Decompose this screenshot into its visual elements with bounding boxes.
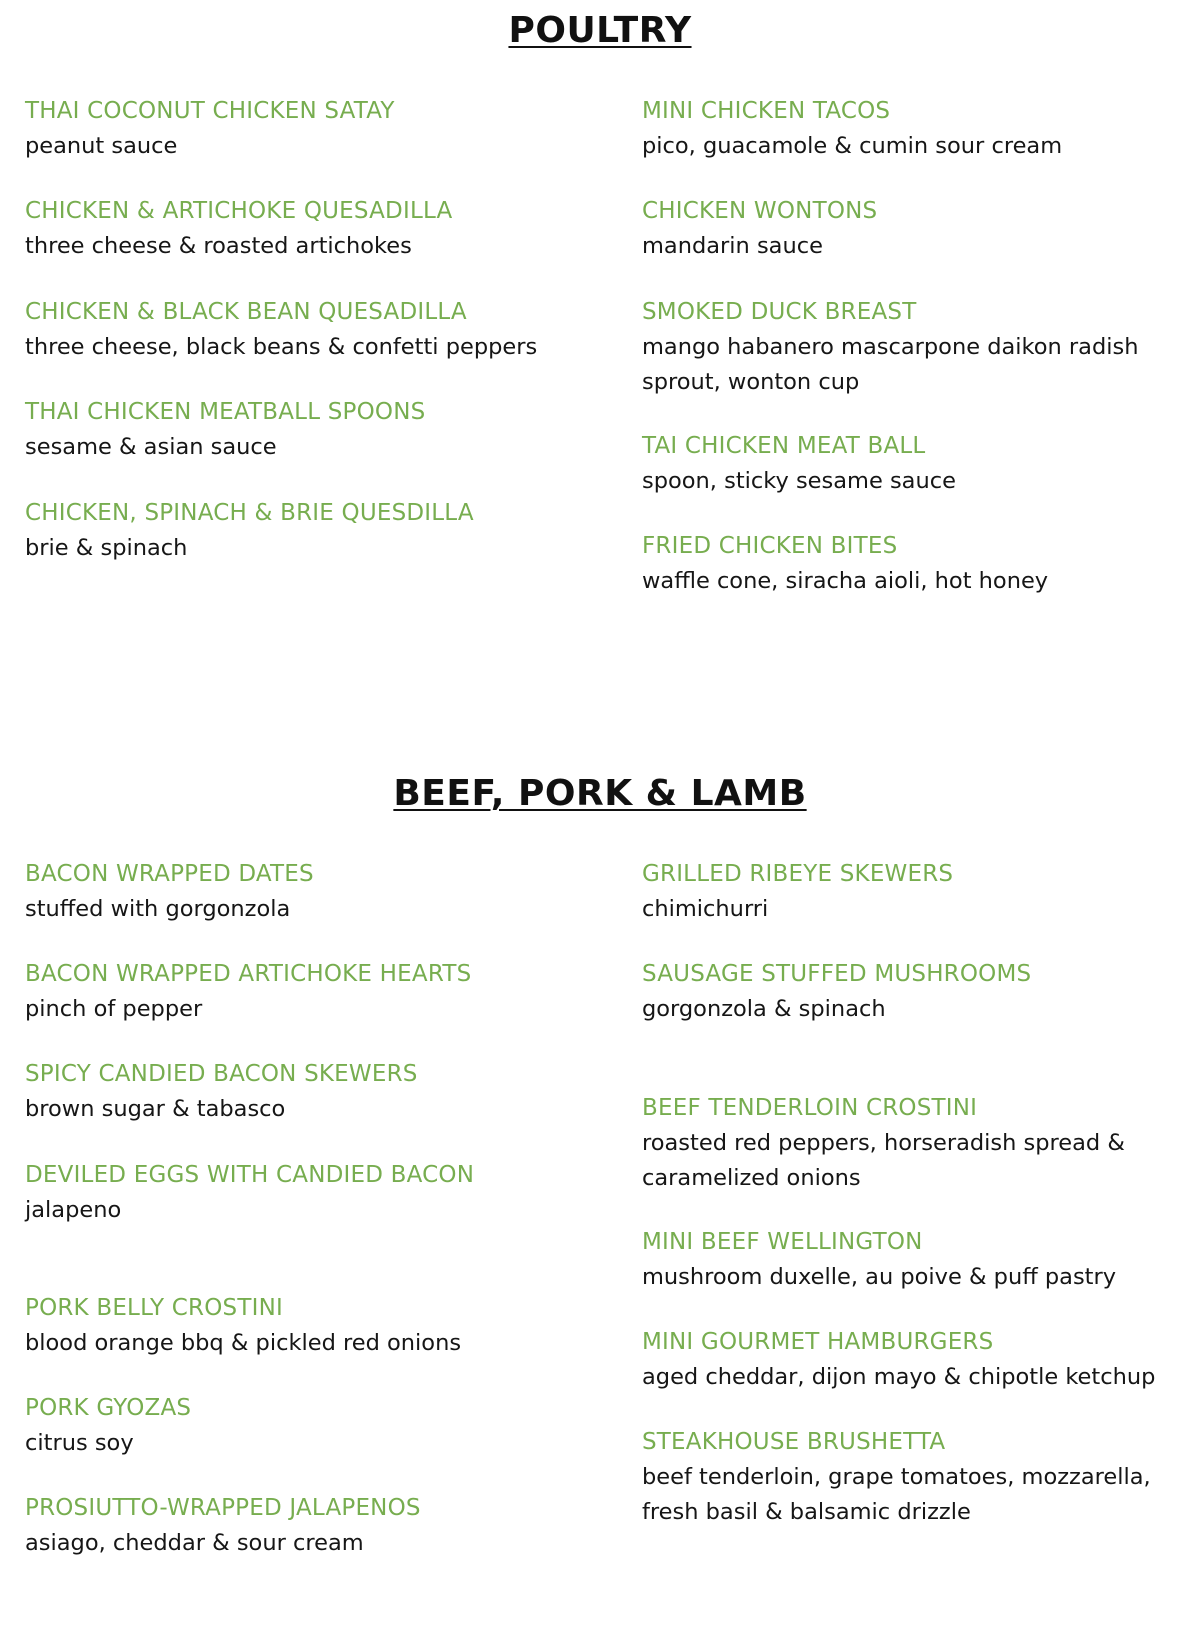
menu-item-name: GRILLED RIBEYE SKEWERS xyxy=(642,861,954,887)
menu-item-name: SAUSAGE STUFFED MUSHROOMS xyxy=(642,961,1032,987)
menu-item-name: TAI CHICKEN MEAT BALL xyxy=(642,433,926,459)
menu-item-name: BACON WRAPPED DATES xyxy=(25,861,314,887)
menu-item-description: three cheese & roasted artichokes xyxy=(25,233,412,259)
menu-item xyxy=(25,496,585,566)
menu-item xyxy=(642,957,1200,1027)
menu-item-description: citrus soy xyxy=(25,1430,134,1456)
menu-item xyxy=(25,395,585,465)
menu-item-description: jalapeno xyxy=(25,1197,122,1223)
menu-item-description: stuffed with gorgonzola xyxy=(25,896,291,922)
menu-item-name: BACON WRAPPED ARTICHOKE HEARTS xyxy=(25,961,472,987)
menu-item xyxy=(642,1225,1200,1295)
menu-item-description: peanut sauce xyxy=(25,133,178,159)
menu-item-name: FRIED CHICKEN BITES xyxy=(642,533,898,559)
menu-item-description: brie & spinach xyxy=(25,535,188,561)
menu-item-name: MINI GOURMET HAMBURGERS xyxy=(642,1329,994,1355)
menu-item-name: DEVILED EGGS WITH CANDIED BACON xyxy=(25,1162,475,1188)
menu-item xyxy=(25,857,585,927)
menu-item-name: CHICKEN & BLACK BEAN QUESADILLA xyxy=(25,299,467,325)
menu-item-description: mango habanero mascarpone daikon radish sprout, wonton cup xyxy=(642,334,1139,395)
menu-item-description: aged cheddar, dijon mayo & chipotle ketchup xyxy=(642,1364,1156,1390)
menu-item-name: CHICKEN, SPINACH & BRIE QUESDILLA xyxy=(25,500,474,526)
menu-item-description: mandarin sauce xyxy=(642,233,823,259)
menu-item-description: roasted red peppers, horseradish spread & caramelized onions xyxy=(642,1130,1125,1191)
menu-item-name: MINI BEEF WELLINGTON xyxy=(642,1229,923,1255)
menu-item-description: pico, guacamole & cumin sour cream xyxy=(642,133,1063,159)
menu-item xyxy=(642,94,1200,164)
menu-item-description: mushroom duxelle, au poive & puff pastry xyxy=(642,1264,1117,1290)
menu-item-name: THAI CHICKEN MEATBALL SPOONS xyxy=(25,399,426,425)
menu-item xyxy=(25,194,585,264)
menu-item-description: blood orange bbq & pickled red onions xyxy=(25,1330,462,1356)
menu-item-name: SPICY CANDIED BACON SKEWERS xyxy=(25,1061,418,1087)
menu-item xyxy=(642,529,1200,599)
menu-item-description: three cheese, black beans & confetti peppers xyxy=(25,334,538,360)
menu-item xyxy=(25,957,585,1027)
menu-item-name: STEAKHOUSE BRUSHETTA xyxy=(642,1429,946,1455)
menu-item-name: BEEF TENDERLOIN CROSTINI xyxy=(642,1095,978,1121)
menu-item xyxy=(642,1091,1200,1196)
menu-item xyxy=(25,1291,585,1361)
menu-item-description: chimichurri xyxy=(642,896,769,922)
menu-item xyxy=(25,1158,585,1228)
menu-item-description: brown sugar & tabasco xyxy=(25,1096,286,1122)
menu-item xyxy=(642,857,1200,927)
poultry-left-column xyxy=(25,94,585,594)
menu-item xyxy=(642,194,1200,264)
menu-item-name: PORK BELLY CROSTINI xyxy=(25,1295,283,1321)
menu-item xyxy=(25,1391,585,1461)
menu-item-description: gorgonzola & spinach xyxy=(642,996,886,1022)
menu-item-description: sesame & asian sauce xyxy=(25,434,277,460)
menu-item-description: waffle cone, siracha aioli, hot honey xyxy=(642,568,1049,594)
menu-item-name: PROSIUTTO-WRAPPED JALAPENOS xyxy=(25,1495,421,1521)
menu-item xyxy=(642,1325,1200,1395)
menu-item-name: CHICKEN WONTONS xyxy=(642,198,878,224)
section-title-beef-pork-lamb: BEEF, PORK & LAMB xyxy=(393,773,807,814)
menu-item xyxy=(25,1491,585,1561)
menu-item-name: THAI COCONUT CHICKEN SATAY xyxy=(25,98,395,124)
beef-left-column xyxy=(25,857,585,1577)
menu-item-description: pinch of pepper xyxy=(25,996,203,1022)
menu-item xyxy=(25,94,585,164)
menu-item xyxy=(25,1057,585,1127)
menu-item-name: MINI CHICKEN TACOS xyxy=(642,98,891,124)
menu-item-description: spoon, sticky sesame sauce xyxy=(642,468,956,494)
menu-item xyxy=(25,295,585,365)
section-title-poultry: POULTRY xyxy=(508,10,692,51)
poultry-right-column xyxy=(642,94,1200,614)
menu-item-name: SMOKED DUCK BREAST xyxy=(642,299,917,325)
menu-item-name: PORK GYOZAS xyxy=(25,1395,192,1421)
menu-item xyxy=(642,429,1200,499)
menu-item-description: beef tenderloin, grape tomatoes, mozzarella, fresh basil & balsamic drizzle xyxy=(642,1464,1151,1525)
menu-item xyxy=(642,1425,1200,1530)
menu-item-name: CHICKEN & ARTICHOKE QUESADILLA xyxy=(25,198,453,224)
beef-right-column xyxy=(642,857,1200,1577)
menu-item xyxy=(642,295,1200,400)
menu-item-description: asiago, cheddar & sour cream xyxy=(25,1530,364,1556)
